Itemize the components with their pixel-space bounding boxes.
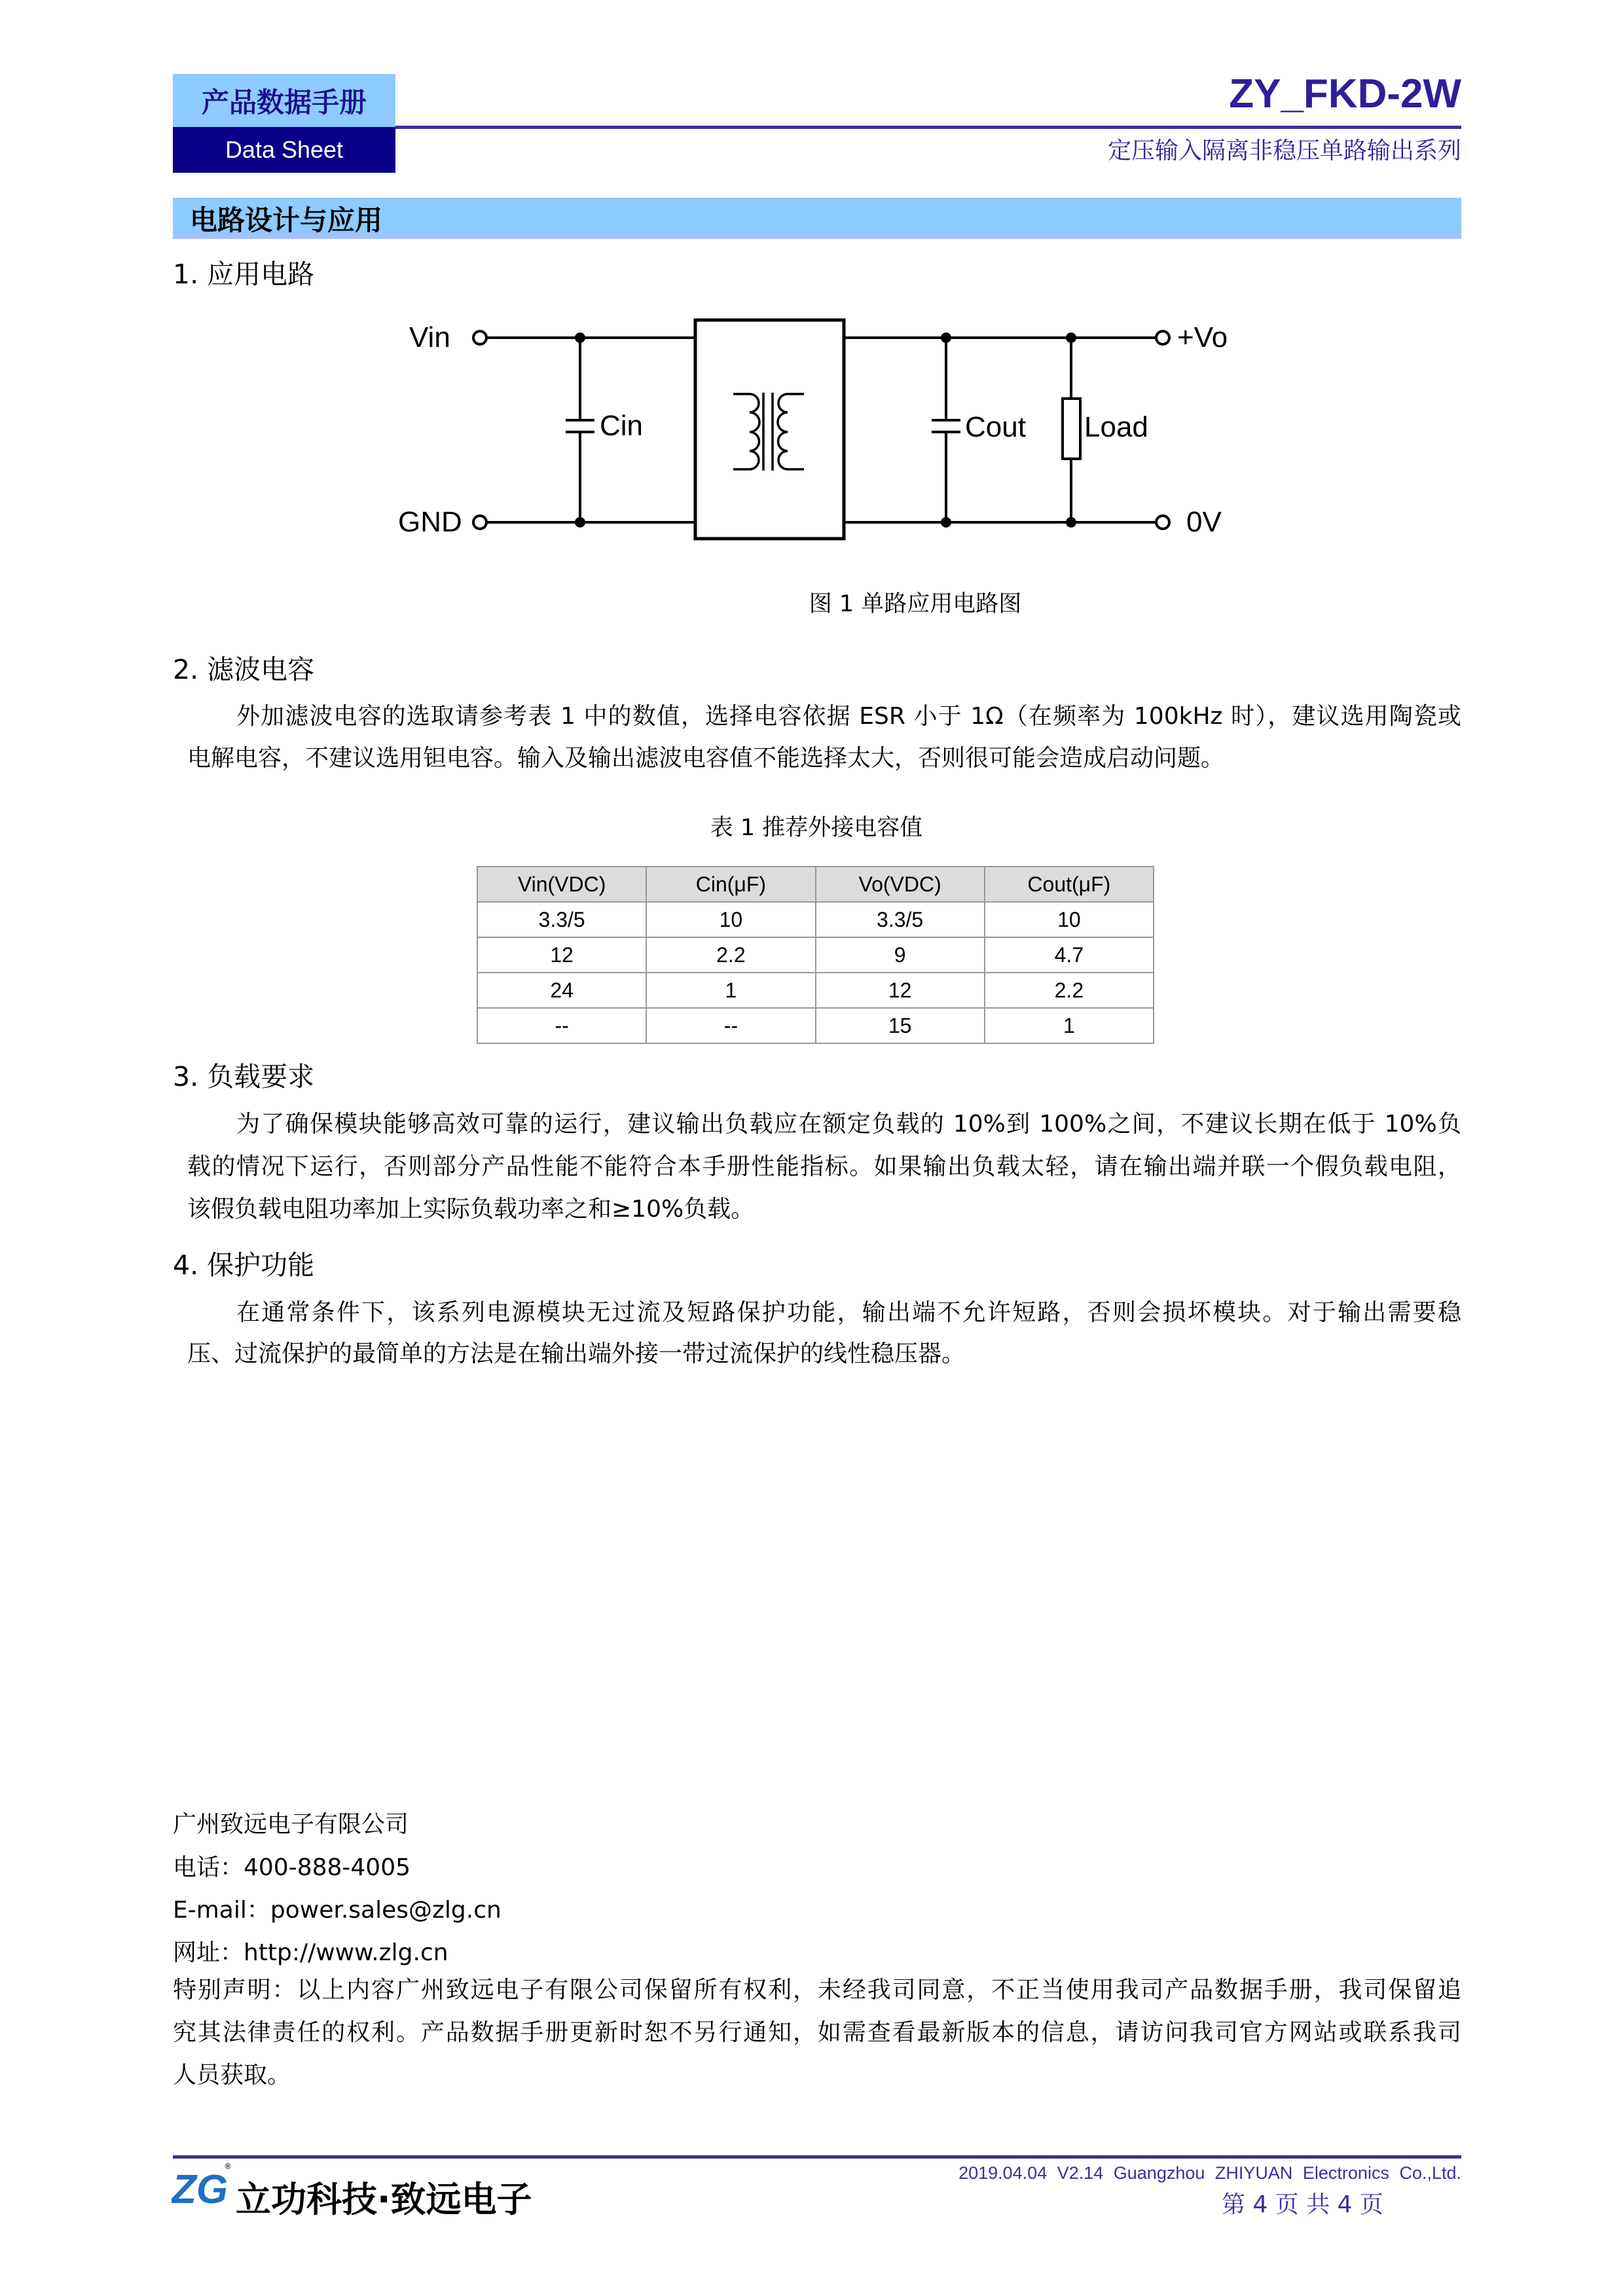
heading-filter-capacitor: 2. 滤波电容 xyxy=(173,654,315,685)
module-box xyxy=(695,320,844,539)
ov-terminal xyxy=(1156,516,1169,529)
cell: 4.7 xyxy=(985,937,1154,973)
label-gnd: GND xyxy=(398,506,462,538)
capacitor-table xyxy=(477,866,1154,1044)
cin-capacitor xyxy=(566,338,594,522)
paragraph-line: 该假负载电阻功率加上实际负载功率之和≥10%负载。 xyxy=(187,1196,755,1223)
cell: 12 xyxy=(816,973,985,1008)
application-circuit-diagram xyxy=(0,0,1623,589)
cell: 24 xyxy=(477,973,646,1008)
zlg-logo-icon xyxy=(172,2160,232,2210)
footer-info: 2019.04.04 V2.14 Guangzhou ZHIYUAN Electronics Co.,Ltd. xyxy=(958,2163,1461,2183)
company-name: 广州致远电子有限公司 xyxy=(173,1811,409,1838)
page-number: 第 4 页 共 4 页 xyxy=(1222,2191,1384,2218)
notice-line: 特别声明：以上内容广州致远电子有限公司保留所有权利，未经我司同意，不正当使用我司产品数据手册，我司保留追 xyxy=(173,1977,1461,2003)
heading-application-circuit: 1. 应用电路 xyxy=(173,259,315,290)
heading-protection: 4. 保护功能 xyxy=(173,1249,315,1281)
col-header: Vo(VDC) xyxy=(816,867,985,902)
paragraph-line: 外加滤波电容的选取请参考表 1 中的数值，选择电容依据 ESR 小于 1Ω（在频率为 100kHz 时），建议选用陶瓷或 xyxy=(236,703,1461,730)
svg-text:ZG: ZG xyxy=(172,2167,228,2210)
table-caption: 表 1 推荐外接电容值 xyxy=(710,815,923,841)
table-row xyxy=(477,902,1154,937)
label-vo: +Vo xyxy=(1177,321,1228,353)
cell: 15 xyxy=(816,1008,985,1043)
cout-capacitor xyxy=(932,338,960,522)
website[interactable]: 网址：http://www.zlg.cn xyxy=(173,1939,448,1966)
cell: 2.2 xyxy=(985,973,1154,1008)
company-logo-text: 立功科技·致远电子 xyxy=(236,2179,532,2220)
figure-caption: 图 1 单路应用电路图 xyxy=(809,591,1022,617)
email[interactable]: E-mail：power.sales@zlg.cn xyxy=(173,1897,501,1924)
svg-text:®: ® xyxy=(224,2162,232,2171)
product-subtitle: 定压输入隔离非稳压单路输出系列 xyxy=(1107,137,1461,164)
label-load: Load xyxy=(1084,411,1148,443)
product-title: ZY_FKD-2W xyxy=(1229,71,1461,117)
phone: 电话：400-888-4005 xyxy=(173,1854,411,1881)
cell: 10 xyxy=(985,902,1154,937)
col-header: Vin(VDC) xyxy=(477,867,646,902)
label-cin: Cin xyxy=(600,410,644,442)
gnd-terminal xyxy=(473,516,486,529)
col-header: Cin(μF) xyxy=(646,867,815,902)
col-header: Cout(μF) xyxy=(985,867,1154,902)
table-row xyxy=(477,937,1154,973)
cell: -- xyxy=(477,1008,646,1043)
cell: 1 xyxy=(985,1008,1154,1043)
label-vin: Vin xyxy=(409,321,450,353)
cell: 3.3/5 xyxy=(477,902,646,937)
cell: 9 xyxy=(816,937,985,973)
table-row xyxy=(477,973,1154,1008)
footer-divider xyxy=(173,2155,1461,2159)
table-row xyxy=(477,1008,1154,1043)
paragraph-line: 载的情况下运行，否则部分产品性能不能符合本手册性能指标。如果输出负载太轻，请在输出端并联一个假负载电阻， xyxy=(187,1153,1461,1180)
paragraph-line: 压、过流保护的最简单的方法是在输出端外接一带过流保护的线性稳压器。 xyxy=(187,1340,966,1367)
label-cout: Cout xyxy=(965,411,1026,443)
vin-terminal xyxy=(473,331,486,344)
heading-load-requirement: 3. 负载要求 xyxy=(173,1061,315,1092)
header-en-label: Data Sheet xyxy=(173,127,395,173)
paragraph-line: 为了确保模块能够高效可靠的运行，建议输出负载应在额定负载的 10%到 100%之间，不建议长期在低于 10%负 xyxy=(236,1111,1461,1138)
cell: 1 xyxy=(646,973,815,1008)
section-title: 电路设计与应用 xyxy=(173,198,1461,239)
table-header-row xyxy=(477,867,1154,902)
notice-line: 究其法律责任的权利。产品数据手册更新时恕不另行通知，如需查看最新版本的信息，请访问我司官方网站或联系我司 xyxy=(173,2019,1461,2046)
paragraph-line: 电解电容，不建议选用钽电容。输入及输出滤波电容值不能选择太大，否则很可能会造成启动问题。 xyxy=(187,745,1225,772)
cell: 2.2 xyxy=(646,937,815,973)
cell: -- xyxy=(646,1008,815,1043)
cell: 10 xyxy=(646,902,815,937)
load-resistor xyxy=(1063,338,1080,522)
cell: 12 xyxy=(477,937,646,973)
cell: 3.3/5 xyxy=(816,902,985,937)
transformer-icon xyxy=(733,393,804,471)
header-cn-label: 产品数据手册 xyxy=(173,74,395,127)
notice-line: 人员获取。 xyxy=(173,2062,291,2089)
vo-terminal xyxy=(1156,331,1169,344)
paragraph-line: 在通常条件下，该系列电源模块无过流及短路保护功能，输出端不允许短路，否则会损坏模块。对于输出需要稳 xyxy=(236,1299,1461,1326)
label-0v: 0V xyxy=(1186,506,1222,538)
